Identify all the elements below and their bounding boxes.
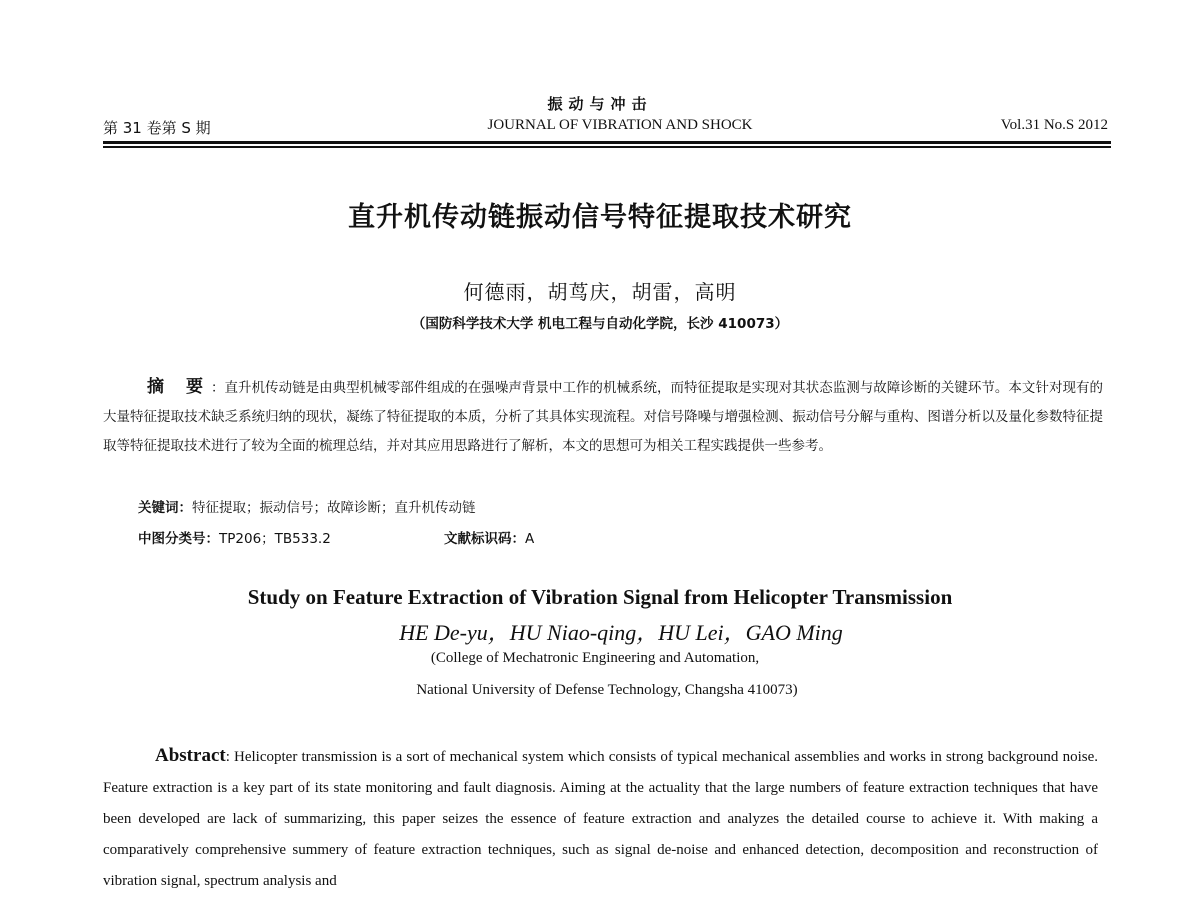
paper-title-en: Study on Feature Extraction of Vibration Signal from Helicopter Transmission <box>247 585 953 609</box>
abstract-colon-cn: ： <box>210 380 225 396</box>
abstract-label-cn: 摘 要 <box>147 377 211 397</box>
journal-name-en: JOURNAL OF VIBRATION AND SHOCK <box>487 117 753 133</box>
keywords-text-cn: 特征提取；振动信号；故障诊断；直升机传动链 <box>192 500 476 516</box>
document-code-cn <box>444 527 534 547</box>
journal-name-cn: 振动与冲击 <box>547 95 653 113</box>
classification-label-cn: 中图分类号： <box>138 531 219 547</box>
paper-title-cn: 直升机传动链振动信号特征提取技术研究 <box>348 202 852 233</box>
classification-cn <box>138 527 331 547</box>
affiliation-en-line2: National University of Defense Technology, Changsha 410073) <box>416 682 798 698</box>
header-rule-thin <box>103 146 1111 148</box>
abstract-en <box>103 740 1098 897</box>
issue-info-cn: 第 31 卷第 S 期 <box>103 119 211 137</box>
abstract-colon-en: : <box>225 749 235 765</box>
authors-en: HE De-yu，HU Niao-qing，HU Lei，GAO Ming <box>399 620 843 645</box>
classification-text-cn: TP206；TB533.2 <box>219 531 331 547</box>
document-code-label-cn: 文献标识码： <box>444 531 525 547</box>
keywords-label-cn: 关键词： <box>138 500 192 516</box>
keywords-cn <box>138 496 476 516</box>
authors-cn: 何德雨，胡茑庆，胡雷，高明 <box>463 280 737 304</box>
abstract-label-en: Abstract <box>155 745 226 766</box>
abstract-cn <box>103 373 1103 461</box>
document-code-text-cn: A <box>525 531 535 547</box>
affiliation-en-line1: (College of Mechatronic Engineering and Automation, <box>430 650 760 666</box>
header-rule-thick <box>103 141 1111 144</box>
volume-info-en: Vol.31 No.S 2012 <box>1000 117 1108 133</box>
affiliation-cn: （国防科学技术大学 机电工程与自动化学院，长沙 410073） <box>411 316 789 332</box>
abstract-text-en: Helicopter transmission is a sort of mechanical system which consists of typical mechanical assemblies and works in strong background noise. Feature extraction is a key part of its state monitoring and fault diagnosis. Aiming at the actuality that the large numbers of feature extraction techniques that have been developed are lack of summarizing, this paper seizes the essence of feature extraction and analyzes the detailed course to achieve it. With making a comparatively comprehensive summery of feature extraction techniques, such as signal de-noise and enhanced detection, decomposition and reconstruction of vibration signal, spectrum analysis and <box>103 749 1098 889</box>
abstract-text-cn: 直升机传动链是由典型机械零部件组成的在强噪声背景中工作的机械系统，而特征提取是实现对其状态监测与故障诊断的关键环节。本文针对现有的大量特征提取技术缺乏系统归纳的现状，凝练了特征提取的本质，分析了其具体实现流程。对信号降噪与增强检测、振动信号分解与重构、图谱分析以及量化参数特征提取等特征提取技术进行了较为全面的梳理总结，并对其应用思路进行了解析，本文的思想可为相关工程实践提供一些参考。 <box>103 380 1104 454</box>
